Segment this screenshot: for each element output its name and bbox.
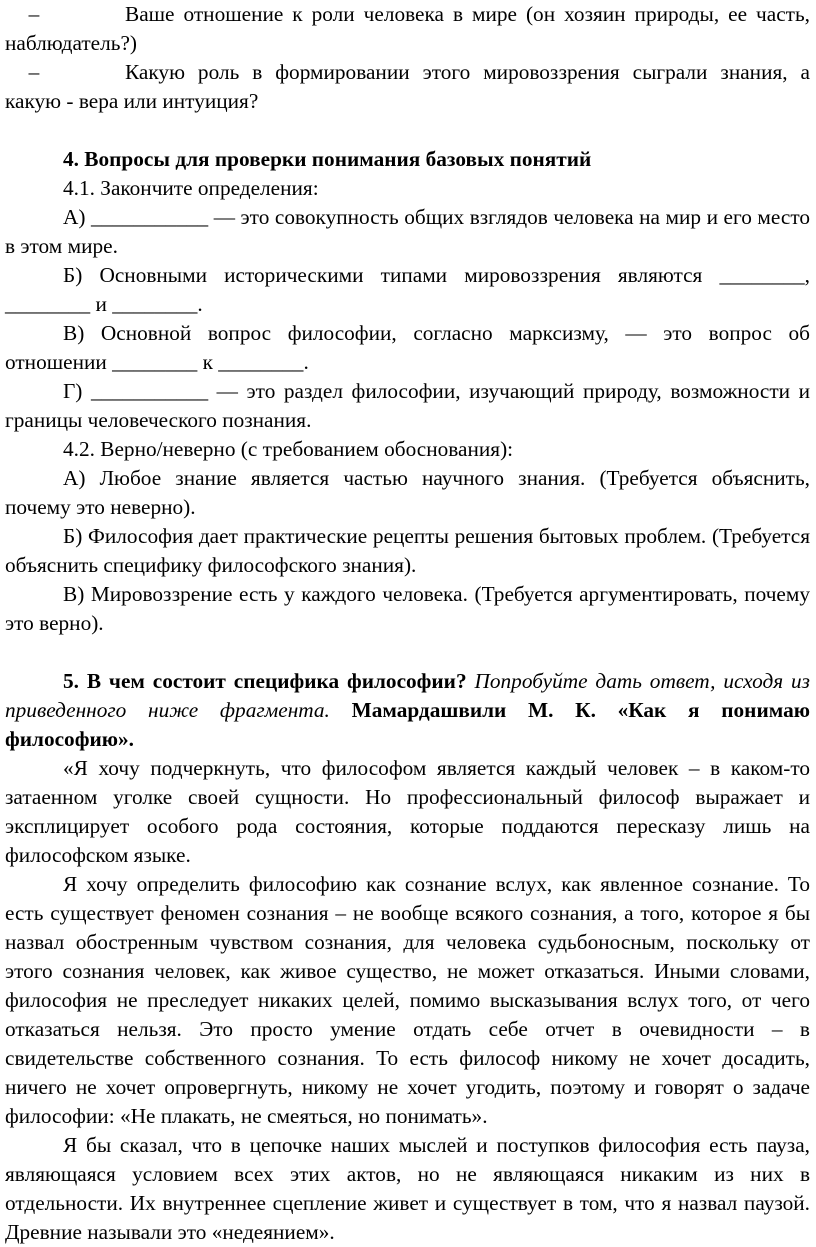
dash-marker: –	[28, 60, 40, 84]
definition-a: А) ___________ — это совокупность общих взглядов человека на мир и его место в этом мире.	[5, 205, 810, 258]
section-5-instruction: Попробуйте дать ответ, исходя из приведенного ниже фрагмента.	[5, 669, 810, 722]
quote-paragraph-2: Я хочу определить философию как сознание вслух, как явленное сознание. То есть существует феномен сознания – не вообще всякого сознания, а того, которое я бы назвал обостренным чувством сознания, для человека судьбоносным, поскольку от этого сознания человек, как живое существо, не может отказаться. Иными словами, философия не преследует никаких целей, помимо высказывания вслух того, от чего отказаться нельзя. Это просто умение отдать себе отчет в очевидности – в свидетельстве собственного сознания. То есть философ никому не хочет досадить, ничего не хочет опровергнуть, никому не хочет угодить, поэтому и говорят о задаче философии: «Не плакать, не смеяться, но понимать».	[5, 872, 810, 1128]
true-false-b: Б) Философия дает практические рецепты решения бытовых проблем. (Требуется объяснить специфику философского знания).	[5, 524, 810, 577]
quote-paragraph-1: «Я хочу подчеркнуть, что философом является каждый человек – в каком-то затаенном уголке своей сущности. Но профессиональный философ выражает и эксплицирует особого рода состояния, которые поддаются пересказу лишь на философском языке.	[5, 756, 810, 867]
true-false-c: В) Мировоззрение есть у каждого человека. (Требуется аргументировать, почему это верно).	[5, 582, 810, 635]
intro-question-2	[5, 58, 810, 116]
definition-b: Б) Основными историческими типами мировоззрения являются ________, ________ и ________.	[5, 263, 810, 316]
section-4-1-label: 4.1. Закончите определения:	[63, 176, 319, 200]
quote-paragraph-3: Я бы сказал, что в цепочке наших мыслей и поступков философия есть пауза, являющаяся условием всех этих актов, но не являющаяся никаким из них в отдельности. Их внутреннее сцепление живет и существует в том, что я назвал паузой. Древние называли это «недеянием».	[5, 1133, 810, 1244]
spacer	[5, 116, 810, 145]
section-4-2-label: 4.2. Верно/неверно (с требованием обоснования):	[63, 437, 514, 461]
intro-question-1-text: Ваше отношение к роли человека в мире (он хозяин природы, ее часть, наблюдатель?)	[5, 2, 810, 55]
section-5-heading	[5, 667, 810, 754]
intro-question-1	[5, 0, 810, 58]
dash-marker: –	[28, 2, 40, 26]
section-5-title: 5. В чем состоит специфика философии?	[63, 669, 467, 693]
section-5-source: Мамардашвили М. К. «Как я понимаю философию».	[5, 698, 811, 751]
definition-c: В) Основной вопрос философии, согласно марксизму, — это вопрос об отношении ________ к ________.	[5, 321, 810, 374]
spacer	[5, 638, 810, 667]
true-false-a: А) Любое знание является частью научного знания. (Требуется объяснить, почему это неверно).	[5, 466, 810, 519]
intro-question-2-text: Какую роль в формировании этого мировоззрения сыграли знания, а какую - вера или интуиция?	[5, 60, 810, 113]
definition-g: Г) ___________ — это раздел философии, изучающий природу, возможности и границы человеческого познания.	[5, 379, 810, 432]
section-4-heading: 4. Вопросы для проверки понимания базовых понятий	[63, 147, 592, 171]
